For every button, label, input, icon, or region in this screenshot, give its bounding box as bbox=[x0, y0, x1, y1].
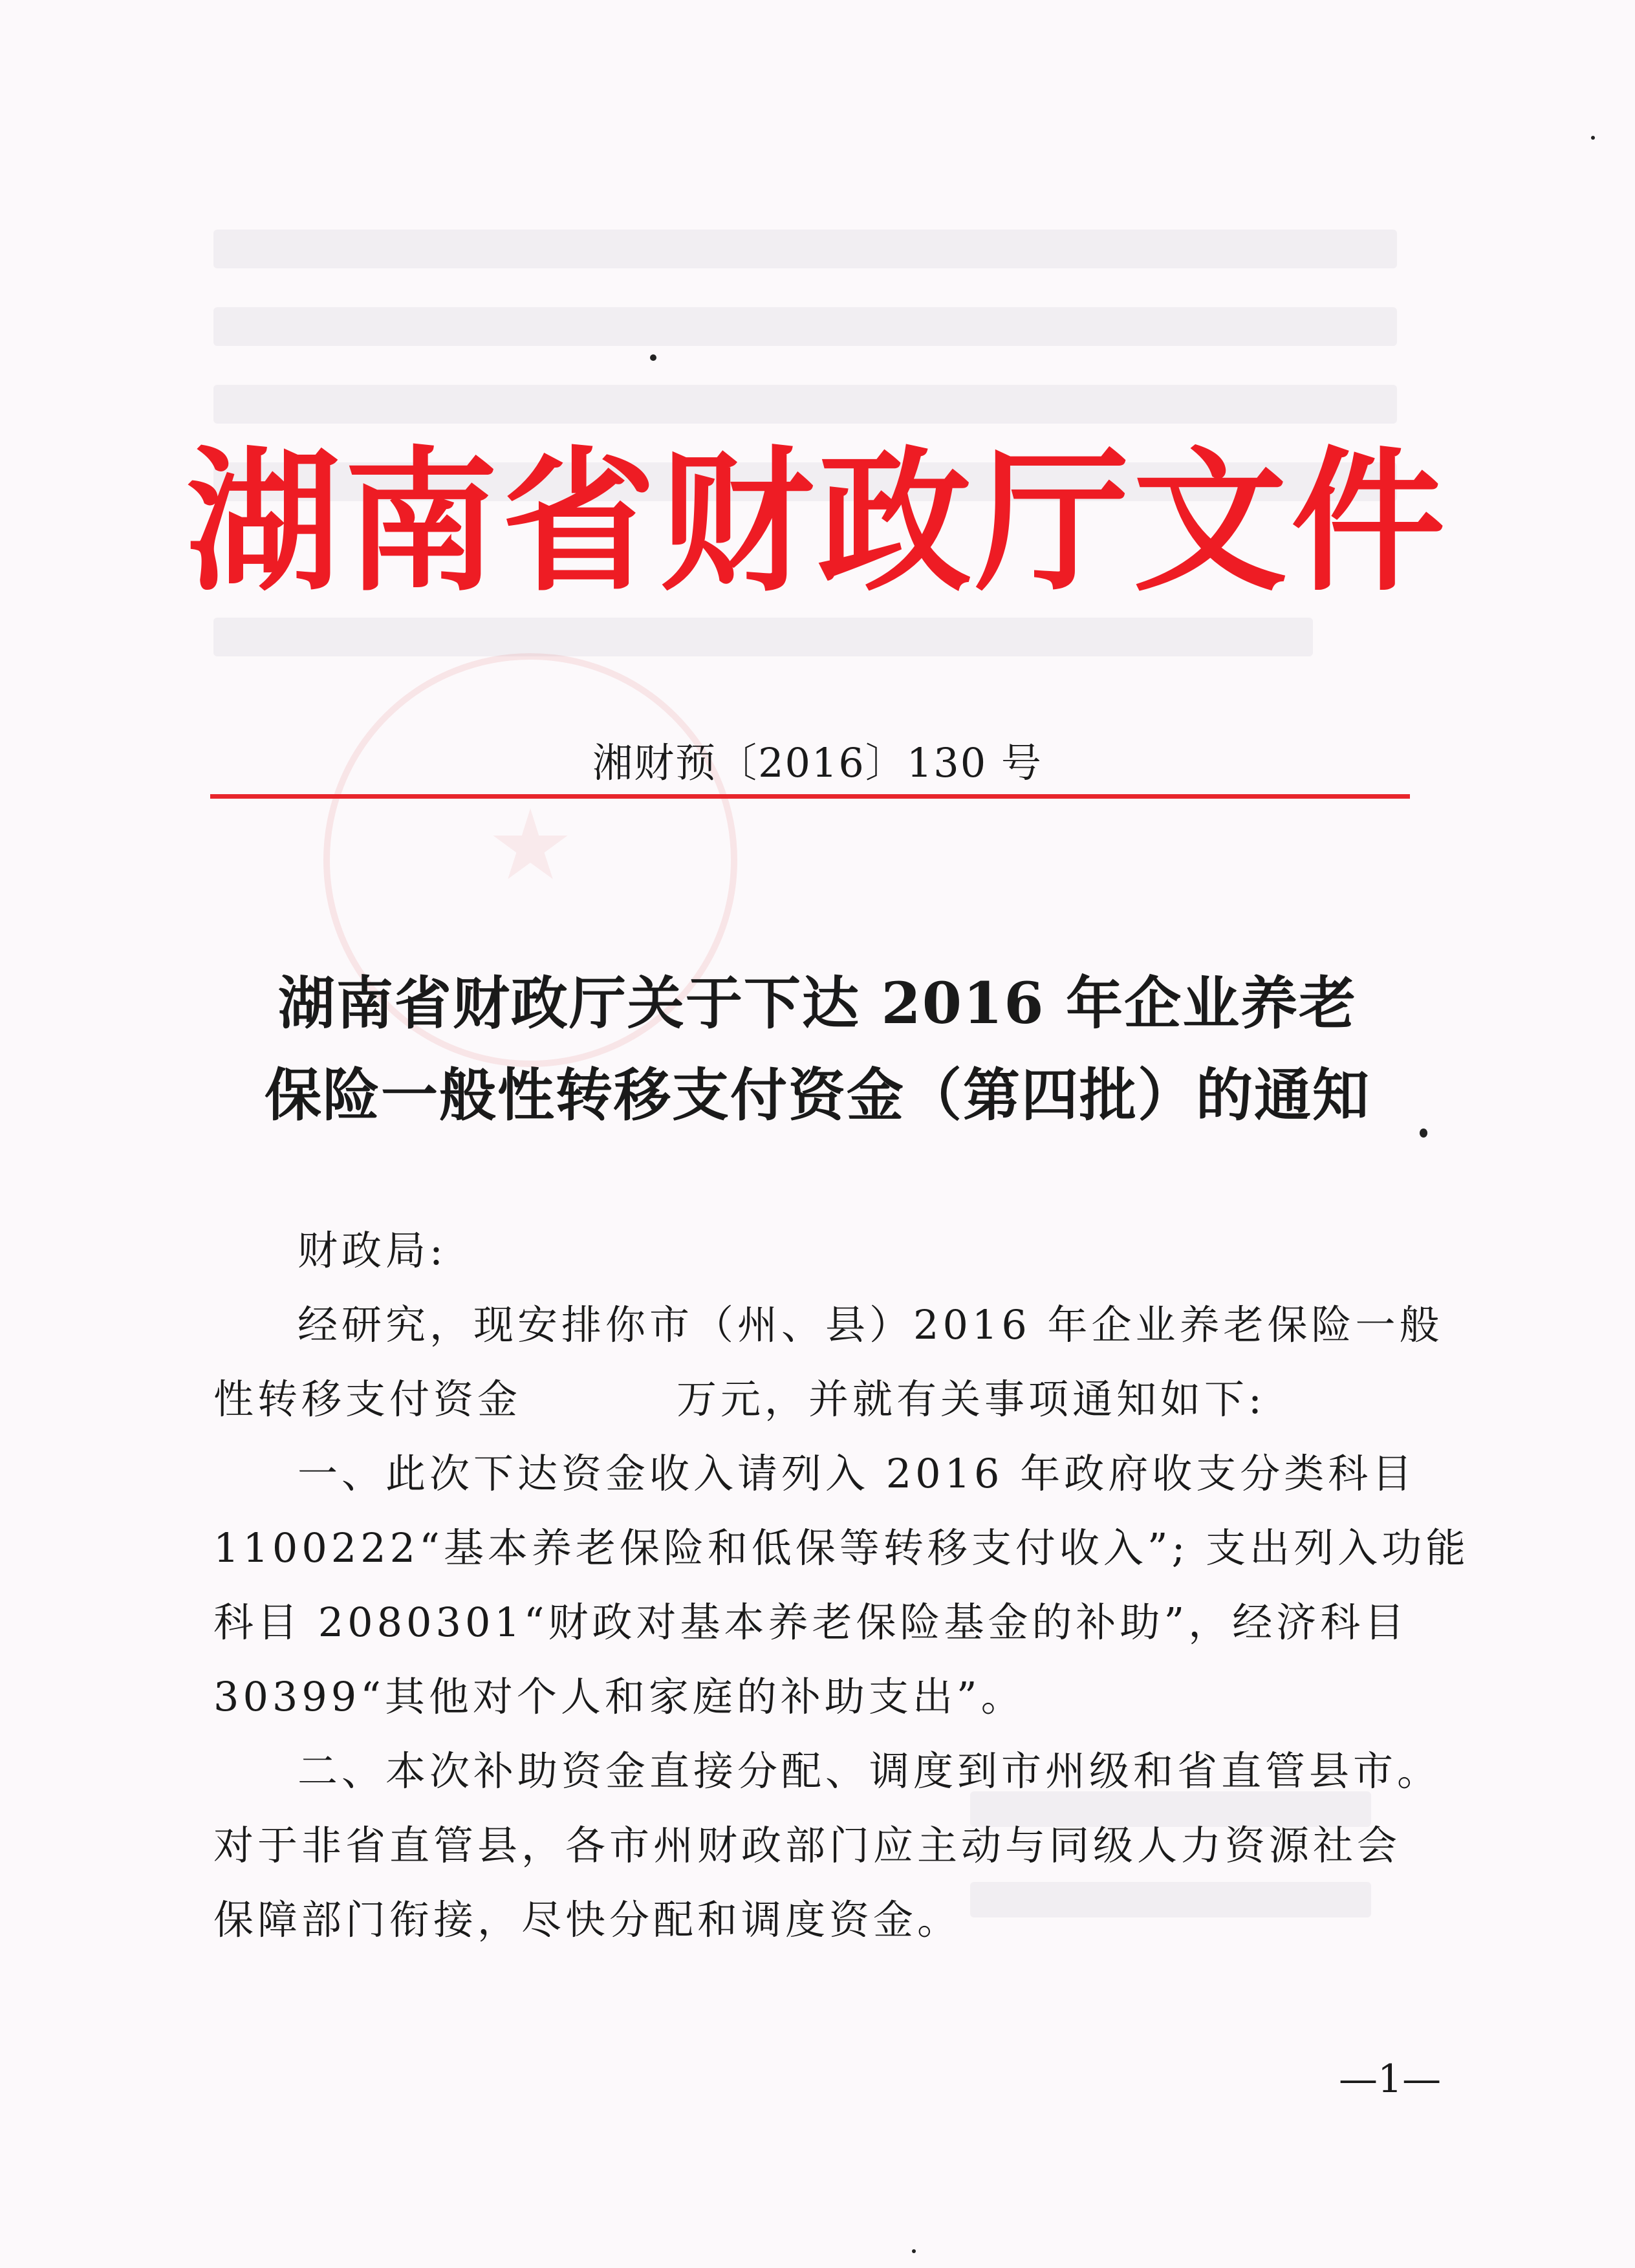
paragraph-2-line-4: 30399“其他对个人和家庭的补助支出”。 bbox=[213, 1673, 1025, 1720]
amount-suffix: 万元，并就有关事项通知如下: bbox=[677, 1376, 1266, 1423]
scan-speck bbox=[1420, 1129, 1427, 1138]
red-divider-rule bbox=[210, 794, 1410, 799]
scan-speck bbox=[1591, 136, 1595, 140]
document-number: 湘财预〔2016〕130 号 bbox=[592, 739, 1043, 786]
amount-label: 性转移支付资金 bbox=[213, 1376, 522, 1423]
paragraph-3-line-1: 二、本次补助资金直接分配、调度到市州级和省直管县市。 bbox=[298, 1747, 1442, 1795]
show-through-line bbox=[213, 230, 1397, 268]
show-through-line bbox=[213, 385, 1397, 424]
paragraph-3-line-3: 保障部门衔接，尽快分配和调度资金。 bbox=[213, 1896, 962, 1943]
page-number: —1— bbox=[1339, 2057, 1442, 2102]
paragraph-2-line-3: 科目 2080301“财政对基本养老保险基金的补助”，经济科目 bbox=[213, 1599, 1409, 1646]
scan-speck bbox=[650, 354, 656, 361]
paragraph-2-line-1: 一、此次下达资金收入请列入 2016 年政府收支分类科目 bbox=[298, 1450, 1416, 1497]
show-through-line bbox=[213, 307, 1397, 346]
paragraph-3-line-2: 对于非省直管县，各市州财政部门应主动与同级人力资源社会 bbox=[213, 1822, 1402, 1869]
document-header-title: 湖南省财政厅文件 bbox=[186, 433, 1449, 612]
paragraph-2-line-2: 1100222“基本养老保险和低保等转移支付收入”; 支出列入功能 bbox=[213, 1524, 1470, 1571]
paragraph-1-line-1: 经研究，现安排你市（州、县）2016 年企业养老保险一般 bbox=[298, 1301, 1444, 1348]
notice-title bbox=[0, 957, 1635, 1141]
addressee: 财政局: bbox=[298, 1227, 447, 1274]
paragraph-1-line-2 bbox=[213, 1362, 1391, 1436]
scan-speck bbox=[912, 2249, 916, 2253]
notice-body bbox=[213, 1213, 1470, 1957]
notice-title-line-2: 保险一般性转移支付资金（第四批）的通知 bbox=[264, 1061, 1370, 1129]
notice-title-line-1: 湖南省财政厅关于下达 2016 年企业养老 bbox=[277, 969, 1358, 1037]
show-through-line bbox=[213, 618, 1313, 656]
